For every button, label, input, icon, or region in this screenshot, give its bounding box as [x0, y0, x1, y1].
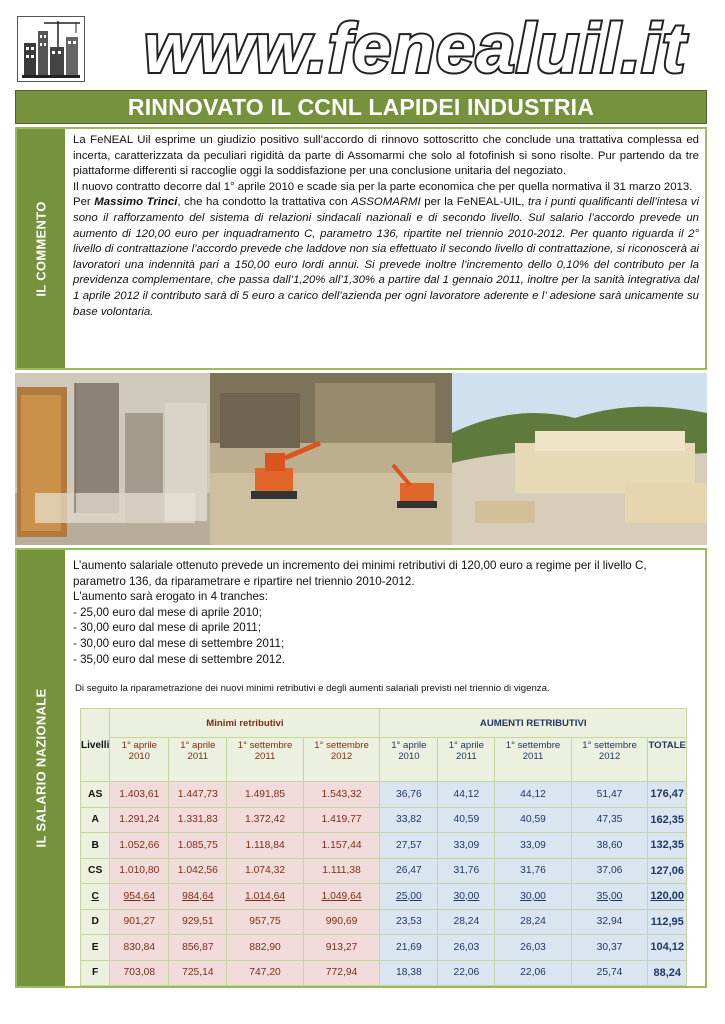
table-cell: 25,00	[380, 884, 438, 910]
table-cell: 22,06	[495, 960, 571, 986]
table-cell: F	[81, 960, 110, 986]
table-cell: 1.118,84	[227, 833, 303, 859]
table-cell: 1.419,77	[303, 807, 380, 833]
table-cell: 18,38	[380, 960, 438, 986]
table-cell: 36,76	[380, 782, 438, 808]
table-cell: CS	[81, 858, 110, 884]
table-cell: 1.291,24	[110, 807, 169, 833]
table-cell: B	[81, 833, 110, 859]
table-cell: 44,12	[438, 782, 495, 808]
table-cell: C	[81, 884, 110, 910]
group-minimi: Minimi retributivi	[110, 709, 380, 738]
table-cell: 30,00	[438, 884, 495, 910]
salary-table	[80, 708, 687, 986]
person-name: Massimo Trinci	[94, 196, 178, 209]
salario-line: - 30,00 euro dal mese di aprile 2011;	[73, 621, 261, 635]
table-cell: 954,64	[110, 884, 169, 910]
table-cell: 112,95	[648, 909, 687, 935]
commento-paragraph-1: La FeNEAL Uil esprime un giudizio positivo sull’accordo di rinnovo sottoscritto che conclude una trattativa complessa ed incerta, caratterizzata da peculiari rigidità da parte di Assomarmi che solo al fotofinish si sono risolte. Pur partendo da tre piattaforme differenti si raccoglie oggi la soddisfazione per una conclusione unitaria del negoziato.	[73, 134, 699, 178]
table-cell: 40,59	[495, 807, 571, 833]
salario-line: - 25,00 euro dal mese di aprile 2010;	[73, 605, 262, 619]
table-cell: 22,06	[438, 960, 495, 986]
table-cell: 1.111,38	[303, 858, 380, 884]
table-cell: 31,76	[495, 858, 571, 884]
table-cell: 23,53	[380, 909, 438, 935]
table-cell: 913,27	[303, 935, 380, 961]
table-cell: 35,00	[571, 884, 648, 910]
quarry-photo-strip	[15, 373, 707, 545]
date-header: 1° settembre 2012	[571, 738, 648, 782]
table-cell: 26,03	[438, 935, 495, 961]
table-cell: 1.491,85	[227, 782, 303, 808]
table-cell: 882,90	[227, 935, 303, 961]
table-cell: 127,06	[648, 858, 687, 884]
table-cell: 1.049,64	[303, 884, 380, 910]
table-cell: 957,75	[227, 909, 303, 935]
table-cell: 1.085,75	[169, 833, 227, 859]
date-header: 1° aprile 2011	[438, 738, 495, 782]
site-title	[120, 8, 710, 88]
group-aumenti: AUMENTI RETRIBUTIVI	[380, 709, 687, 738]
table-cell: 1.331,83	[169, 807, 227, 833]
col-livelli: Livelli	[81, 709, 110, 782]
table-cell: 30,00	[495, 884, 571, 910]
table-cell: 38,60	[571, 833, 648, 859]
table-cell: 901,27	[110, 909, 169, 935]
salario-text	[73, 558, 699, 667]
table-cell: 33,09	[438, 833, 495, 859]
table-cell: 132,35	[648, 833, 687, 859]
table-intro: Di seguito la riparametrazione dei nuovi minimi retributivi e degli aumenti salariali previsti nel triennio di vigenza.	[75, 683, 550, 694]
table-cell: 51,47	[571, 782, 648, 808]
commento-text	[73, 133, 699, 320]
table-cell: 162,35	[648, 807, 687, 833]
page-title: RINNOVATO IL CCNL LAPIDEI INDUSTRIA	[15, 90, 707, 124]
table-cell: 176,47	[648, 782, 687, 808]
table-row	[81, 858, 687, 884]
table-cell: 26,47	[380, 858, 438, 884]
table-cell: 21,69	[380, 935, 438, 961]
table-cell: 25,74	[571, 960, 648, 986]
table-cell: 26,03	[495, 935, 571, 961]
table-cell: 725,14	[169, 960, 227, 986]
quarry-excavator-photo	[210, 373, 452, 545]
feneal-logo	[17, 16, 85, 82]
table-cell: 28,24	[495, 909, 571, 935]
table-row	[81, 909, 687, 935]
commento-paragraph-2: Il nuovo contratto decorre dal 1° aprile 2010 e scade sia per la parte economica che per quella normativa il 31 marzo 2013.	[73, 180, 693, 193]
date-header: 1° aprile 2011	[169, 738, 227, 782]
organization-name: ASSOMARMI	[351, 196, 421, 209]
table-cell: 40,59	[438, 807, 495, 833]
table-cell: 30,37	[571, 935, 648, 961]
table-cell: 984,64	[169, 884, 227, 910]
table-cell: 1.543,32	[303, 782, 380, 808]
table-row	[81, 935, 687, 961]
commento-paragraph-3: Per Massimo Trinci, che ha condotto la trattativa con ASSOMARMI per la FeNEAL-UIL, tra i punti qualificanti dell’intesa vi sono il rafforzamento del sistema di relazioni sindacali nazionali e di secondo livello. Sul salario l’accordo prevede un aumento di 120,00 euro per inquadramento C, parametro 136, ripartite nel triennio 2010-2012. Per quanto riguarda il 2° livello di contrattazione l’accordo prevede che laddove non sia effettuato il secondo livello di contrattazione, si riconoscerà ai lavoratori una indennità pari a 150,00 euro lordi annui. Si prevede inoltre l’incremento dello 0,10% del contributo per la previdenza complementare, che passa dall’1,20% all’1,30% a partire dal 1 gennaio 2011, inoltre per la sanità integrativa dal 1 aprile 2012 il contributo sarà di 5 euro a carico dell’azienda per ogni lavoratore aderente e l’ adesione sarà unicamente su base volontaria.	[73, 196, 699, 318]
table-cell: 31,76	[438, 858, 495, 884]
table-cell: 772,94	[303, 960, 380, 986]
table-cell: 1.372,42	[227, 807, 303, 833]
date-header: 1° settembre 2011	[495, 738, 571, 782]
marble-slabs-photo	[15, 373, 210, 545]
table-cell: 1.447,73	[169, 782, 227, 808]
table-cell: AS	[81, 782, 110, 808]
table-cell: 1.403,61	[110, 782, 169, 808]
salario-side-label: IL SALARIO NAZIONALE	[17, 550, 65, 986]
table-cell: A	[81, 807, 110, 833]
table-row	[81, 833, 687, 859]
table-cell: 929,51	[169, 909, 227, 935]
table-cell: 990,69	[303, 909, 380, 935]
salario-section	[15, 548, 707, 988]
salario-line: L'aumento sarà erogato in 4 tranches:	[73, 590, 268, 604]
salario-line: L’aumento salariale ottenuto prevede un incremento dei minimi retributivi di 120,00 euro a regime per il livello C, parametro 136, da riparametrare e ripartire nel triennio 2010-2012.	[73, 559, 647, 588]
table-cell: 44,12	[495, 782, 571, 808]
commento-side-label: IL COMMENTO	[17, 129, 65, 368]
table-cell: 120,00	[648, 884, 687, 910]
table-cell: E	[81, 935, 110, 961]
table-cell: 33,09	[495, 833, 571, 859]
date-header: 1° aprile 2010	[110, 738, 169, 782]
table-row	[81, 782, 687, 808]
table-cell: 28,24	[438, 909, 495, 935]
table-cell: 1.052,66	[110, 833, 169, 859]
table-cell: 1.014,64	[227, 884, 303, 910]
commento-section	[15, 127, 707, 370]
table-cell: 32,94	[571, 909, 648, 935]
table-cell: 104,12	[648, 935, 687, 961]
table-cell: 830,84	[110, 935, 169, 961]
table-cell: 747,20	[227, 960, 303, 986]
table-cell: 33,82	[380, 807, 438, 833]
table-row	[81, 960, 687, 986]
salario-line: - 30,00 euro dal mese di settembre 2011;	[73, 636, 285, 650]
table-cell: 856,87	[169, 935, 227, 961]
table-cell: 1.042,56	[169, 858, 227, 884]
quarry-landscape-photo	[452, 373, 707, 545]
date-header: 1° settembre 2011	[227, 738, 303, 782]
table-cell: 27,57	[380, 833, 438, 859]
table-row	[81, 884, 687, 910]
table-row	[81, 807, 687, 833]
svg-text:www.fenealuil.it: www.fenealuil.it	[143, 9, 687, 87]
date-header: 1° settembre 2012	[303, 738, 380, 782]
table-cell: 703,08	[110, 960, 169, 986]
table-cell: 1.157,44	[303, 833, 380, 859]
table-cell: 88,24	[648, 960, 687, 986]
table-cell: 1.010,80	[110, 858, 169, 884]
table-cell: 37,06	[571, 858, 648, 884]
table-cell: 1.074,32	[227, 858, 303, 884]
date-header: 1° aprile 2010	[380, 738, 438, 782]
salario-line: - 35,00 euro dal mese di settembre 2012.	[73, 652, 286, 666]
table-cell: 47,35	[571, 807, 648, 833]
col-totale: TOTALE	[648, 738, 687, 782]
table-cell: D	[81, 909, 110, 935]
